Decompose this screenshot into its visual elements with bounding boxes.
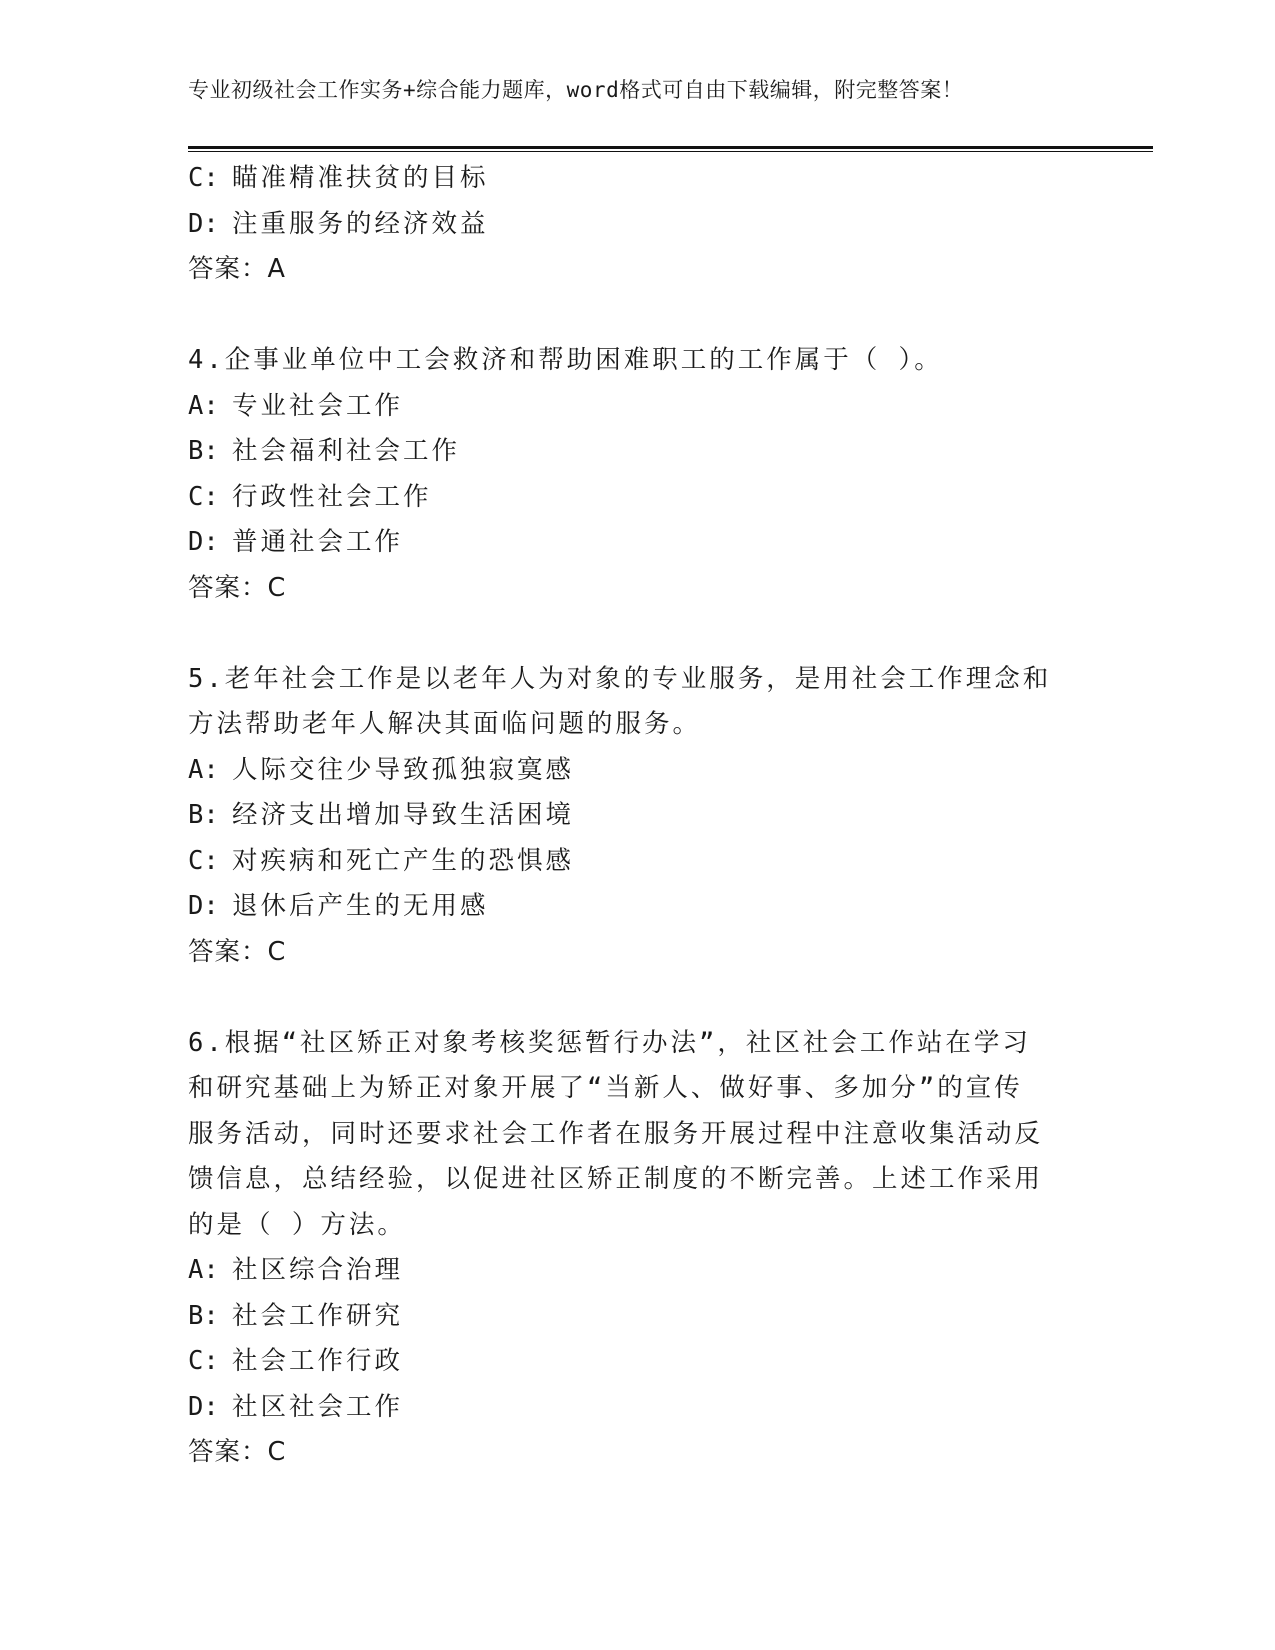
option-text: 退休后产生的无用感 — [232, 891, 489, 921]
option-letter: D: — [188, 1391, 219, 1422]
option-letter: D: — [188, 208, 219, 239]
option-d — [188, 1385, 1068, 1431]
question-4 — [188, 338, 1068, 611]
stem-line: 馈信息，总结经验，以促进社区矫正制度的不断完善。上述工作采用 — [188, 1164, 1044, 1194]
option-letter: C: — [188, 481, 219, 512]
stem-line: 4.企事业单位中工会救济和帮助困难职工的工作属于（ ）。 — [188, 345, 943, 375]
option-text: 社会工作研究 — [232, 1300, 404, 1331]
option-letter: B: — [188, 800, 219, 830]
stem-line: 方法帮助老年人解决其面临问题的服务。 — [188, 709, 702, 739]
option-text: 注重服务的经济效益 — [232, 208, 489, 239]
stem-line: 服务活动，同时还要求社会工作者在服务开展过程中注意收集活动反 — [188, 1118, 1044, 1149]
option-letter: C: — [188, 163, 219, 193]
answer: 答案：C — [188, 572, 287, 603]
question-stem — [188, 1021, 1068, 1249]
page-header: 专业初级社会工作实务+综合能力题库，word格式可自由下载编辑，附完整答案！ — [188, 78, 964, 102]
option-b — [188, 429, 1068, 475]
option-text: 普通社会工作 — [232, 527, 404, 557]
stem-line: 的是（ ）方法。 — [188, 1209, 406, 1240]
option-text: 瞄准精准扶贫的目标 — [232, 163, 489, 193]
answer: 答案：C — [188, 936, 287, 967]
option-text: 社区社会工作 — [232, 1391, 404, 1422]
option-c — [188, 1339, 1068, 1385]
option-letter: A: — [188, 754, 219, 785]
stem-line: 5.老年社会工作是以老年人为对象的专业服务，是用社会工作理念和 — [188, 663, 1052, 694]
question-stem — [188, 657, 1068, 748]
option-letter: A: — [188, 390, 219, 421]
question-3-tail — [188, 156, 1068, 293]
option-letter: B: — [188, 1300, 219, 1331]
option-c — [188, 156, 1068, 202]
stem-line: 6.根据“社区矫正对象考核奖惩暂行办法”，社区社会工作站在学习 — [188, 1027, 1031, 1058]
answer: 答案：A — [188, 254, 286, 284]
spacer — [188, 975, 1068, 1021]
question-list — [188, 156, 1068, 1476]
option-letter: D: — [188, 527, 219, 557]
option-d — [188, 202, 1068, 248]
option-letter: A: — [188, 1255, 219, 1285]
option-text: 社会工作行政 — [232, 1346, 404, 1376]
option-d — [188, 520, 1068, 566]
option-b — [188, 1294, 1068, 1340]
option-d — [188, 884, 1068, 930]
option-letter: C: — [188, 845, 219, 876]
spacer — [188, 611, 1068, 657]
header-divider-thick — [188, 146, 1153, 149]
spacer — [188, 293, 1068, 339]
option-letter: C: — [188, 1346, 219, 1376]
option-text: 社区综合治理 — [232, 1255, 404, 1285]
option-text: 专业社会工作 — [232, 390, 404, 421]
option-c — [188, 475, 1068, 521]
option-letter: D: — [188, 891, 219, 921]
question-stem — [188, 338, 1068, 384]
option-text: 行政性社会工作 — [232, 481, 432, 512]
option-b — [188, 793, 1068, 839]
option-a — [188, 748, 1068, 794]
answer: 答案：C — [188, 1437, 287, 1467]
question-6 — [188, 1021, 1068, 1476]
header-divider-thin — [188, 151, 1153, 152]
option-c — [188, 839, 1068, 885]
option-text: 人际交往少导致孤独寂寞感 — [232, 754, 575, 785]
option-text: 经济支出增加导致生活困境 — [232, 800, 575, 830]
option-letter: B: — [188, 436, 219, 466]
option-text: 对疾病和死亡产生的恐惧感 — [232, 845, 575, 876]
option-a — [188, 1248, 1068, 1294]
stem-line: 和研究基础上为矫正对象开展了“当新人、做好事、多加分”的宣传 — [188, 1073, 1023, 1103]
option-text: 社会福利社会工作 — [232, 436, 461, 466]
option-a — [188, 384, 1068, 430]
question-5 — [188, 657, 1068, 976]
